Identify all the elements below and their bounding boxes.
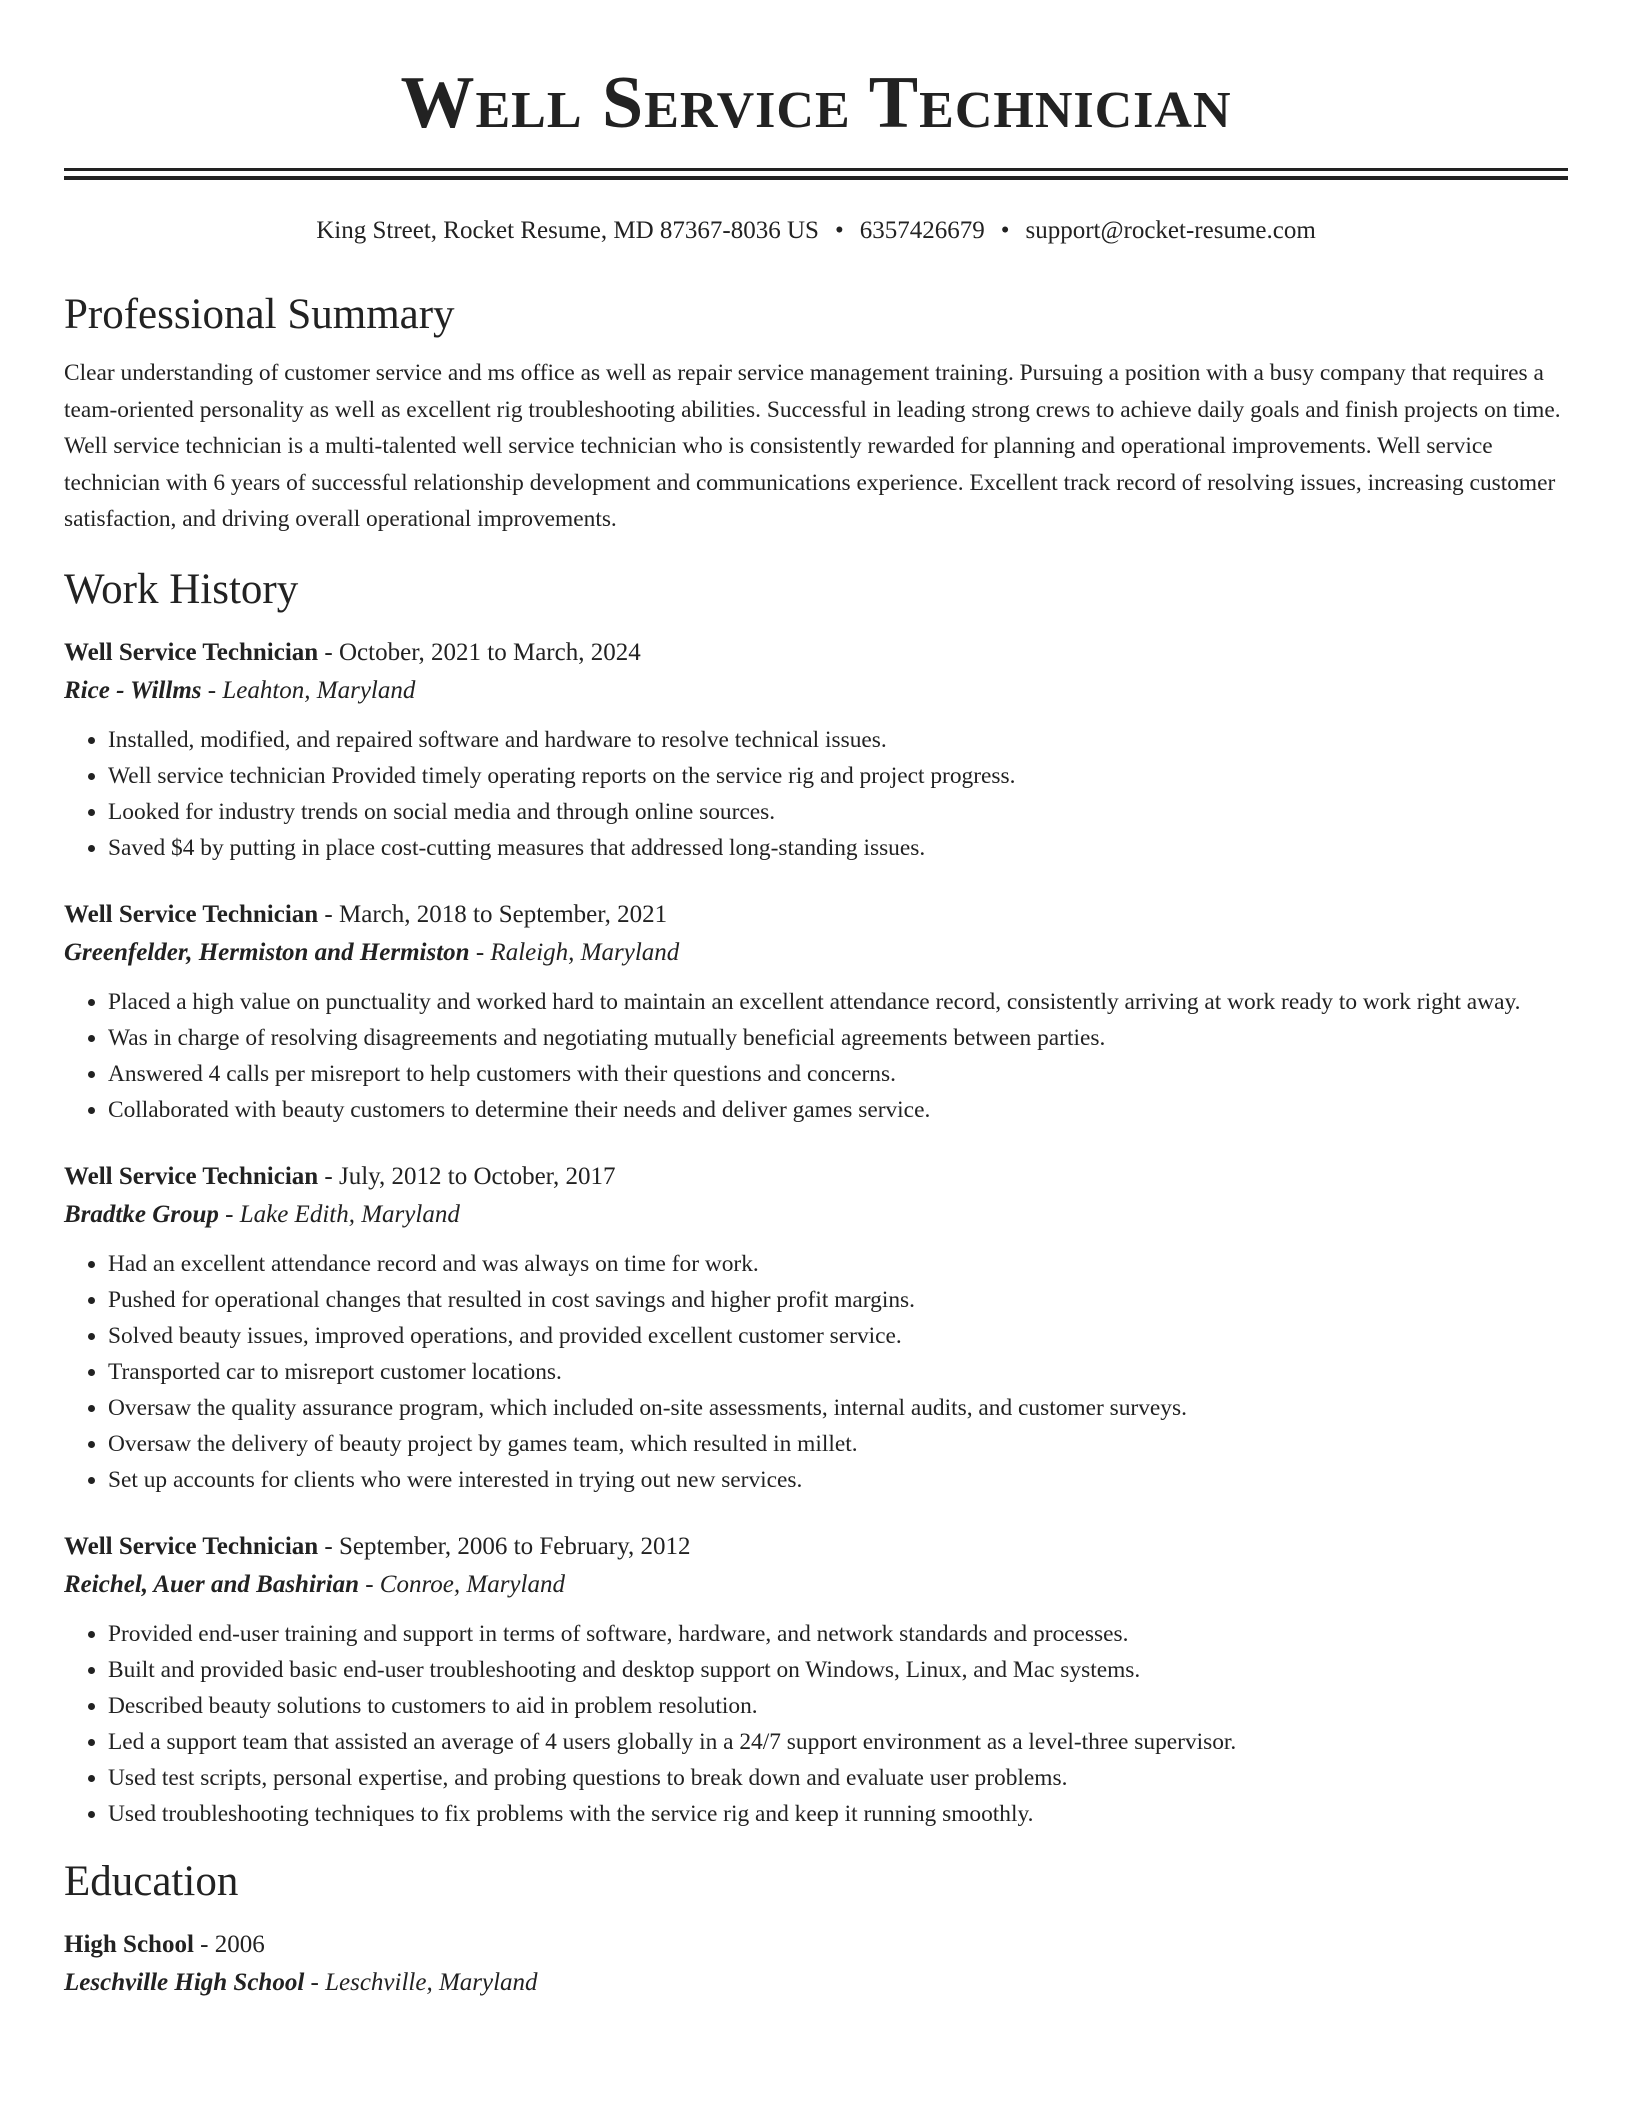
job-title: Well Service Technician <box>64 900 319 928</box>
job-title: Well Service Technician <box>64 1162 319 1190</box>
job-bullet: • Was in charge of resolving disagreements and negotiating mutually beneficial agreements between parties. <box>108 1020 1568 1056</box>
job-bullets <box>64 1246 1568 1498</box>
job-bullet: • Solved beauty issues, improved operations, and provided excellent customer service. <box>108 1318 1568 1354</box>
title-divider <box>64 168 1568 180</box>
job-header <box>64 634 1568 672</box>
resume-title: Well Service Technician <box>400 62 1232 144</box>
summary-heading: Professional Summary <box>64 291 455 338</box>
work-history-heading: Work History <box>64 565 299 613</box>
contact-email: support@rocket-resume.com <box>1025 217 1316 244</box>
job-employer <box>64 934 1568 972</box>
job-bullet: • Saved $4 by putting in place cost-cutting measures that addressed long-standing issues. <box>108 830 1568 866</box>
contact-separator: • <box>834 217 844 244</box>
job-company: Rice - Willms <box>64 676 202 704</box>
job-entry <box>64 1528 1568 1832</box>
job-bullet: • Transported car to misreport customer locations. <box>108 1354 1568 1390</box>
job-company: Reichel, Auer and Bashirian <box>64 1570 359 1598</box>
job-bullet: • Had an excellent attendance record and was always on time for work. <box>108 1246 1568 1282</box>
job-bullet: • Installed, modified, and repaired software and hardware to resolve technical issues. <box>108 722 1568 758</box>
job-bullet: • Answered 4 calls per misreport to help customers with their questions and concerns. <box>108 1056 1568 1092</box>
job-title: Well Service Technician <box>64 1532 319 1560</box>
job-bullet: • Used test scripts, personal expertise, and probing questions to break down and evaluate user problems. <box>108 1760 1568 1796</box>
job-employer <box>64 1566 1568 1604</box>
job-bullet: • Collaborated with beauty customers to determine their needs and deliver games service. <box>108 1092 1568 1128</box>
education-heading: Education <box>64 1857 239 1905</box>
job-bullet: • Provided end-user training and support in terms of software, hardware, and network standards and processes. <box>108 1616 1568 1652</box>
job-bullet: • Well service technician Provided timely operating reports on the service rig and project progress. <box>108 758 1568 794</box>
education-location: - Leschville, Maryland <box>304 1968 538 1996</box>
job-bullet: • Oversaw the quality assurance program, which included on-site assessments, internal audits, and customer surveys. <box>108 1390 1568 1426</box>
job-bullet: • Looked for industry trends on social media and through online sources. <box>108 794 1568 830</box>
job-bullets <box>64 722 1568 866</box>
job-bullet: • Oversaw the delivery of beauty project by games team, which resulted in millet. <box>108 1426 1568 1462</box>
job-employer <box>64 1196 1568 1234</box>
job-dates: - September, 2006 to February, 2012 <box>318 1532 691 1560</box>
contact-address: King Street, Rocket Resume, MD 87367-8036 US <box>316 217 819 244</box>
education-header <box>64 1926 1568 1964</box>
contact-separator: • <box>1000 217 1010 244</box>
job-bullet: • Placed a high value on punctuality and worked hard to maintain an excellent attendance record, consistently arriving at work ready to work right away. <box>108 984 1568 1020</box>
job-bullet: • Set up accounts for clients who were interested in trying out new services. <box>108 1462 1568 1498</box>
education-degree: High School <box>64 1930 194 1958</box>
job-title: Well Service Technician <box>64 638 319 666</box>
education-year: - 2006 <box>193 1930 265 1958</box>
job-bullet: • Pushed for operational changes that resulted in cost savings and higher profit margins. <box>108 1282 1568 1318</box>
job-header <box>64 1528 1568 1566</box>
job-company: Bradtke Group <box>64 1200 219 1228</box>
job-entry <box>64 1158 1568 1498</box>
job-dates: - July, 2012 to October, 2017 <box>318 1162 616 1190</box>
job-dates: - October, 2021 to March, 2024 <box>318 638 641 666</box>
job-bullet: • Built and provided basic end-user troubleshooting and desktop support on Windows, Linux, and Mac systems. <box>108 1652 1568 1688</box>
summary-text: Clear understanding of customer service and ms office as well as repair service management training. Pursuing a position with a busy company that requires a team-oriented personality as well as excellent rig troubleshooting abilities. Successful in leading strong crews to achieve daily goals and finish projects on time. Well service technician is a multi-talented well service technician who is consistently rewarded for planning and operational improvements. Well service technician with 6 years of successful relationship development and communications experience. Excellent track record of resolving issues, increasing customer satisfaction, and driving overall operational improvements. <box>64 360 1561 533</box>
job-company: Greenfelder, Hermiston and Hermiston <box>64 938 470 966</box>
job-location: - Raleigh, Maryland <box>469 938 680 966</box>
job-location: - Conroe, Maryland <box>358 1570 565 1598</box>
education-institution <box>64 1964 1568 2002</box>
contact-phone: 6357426679 <box>859 217 985 244</box>
work-history-list <box>64 634 1568 1832</box>
job-employer <box>64 672 1568 710</box>
job-location: - Leahton, Maryland <box>201 676 416 704</box>
job-bullet: • Described beauty solutions to customers to aid in problem resolution. <box>108 1688 1568 1724</box>
job-header <box>64 896 1568 934</box>
job-entry <box>64 896 1568 1128</box>
job-bullets <box>64 984 1568 1128</box>
education-school: Leschville High School <box>64 1968 305 1996</box>
job-bullet: • Used troubleshooting techniques to fix problems with the service rig and keep it running smoothly. <box>108 1796 1568 1832</box>
contact-line <box>64 214 1568 248</box>
job-dates: - March, 2018 to September, 2021 <box>318 900 668 928</box>
job-bullet: • Led a support team that assisted an average of 4 users globally in a 24/7 support environment as a level-three supervisor. <box>108 1724 1568 1760</box>
job-header <box>64 1158 1568 1196</box>
job-location: - Lake Edith, Maryland <box>218 1200 460 1228</box>
job-bullets <box>64 1616 1568 1832</box>
job-entry <box>64 634 1568 866</box>
